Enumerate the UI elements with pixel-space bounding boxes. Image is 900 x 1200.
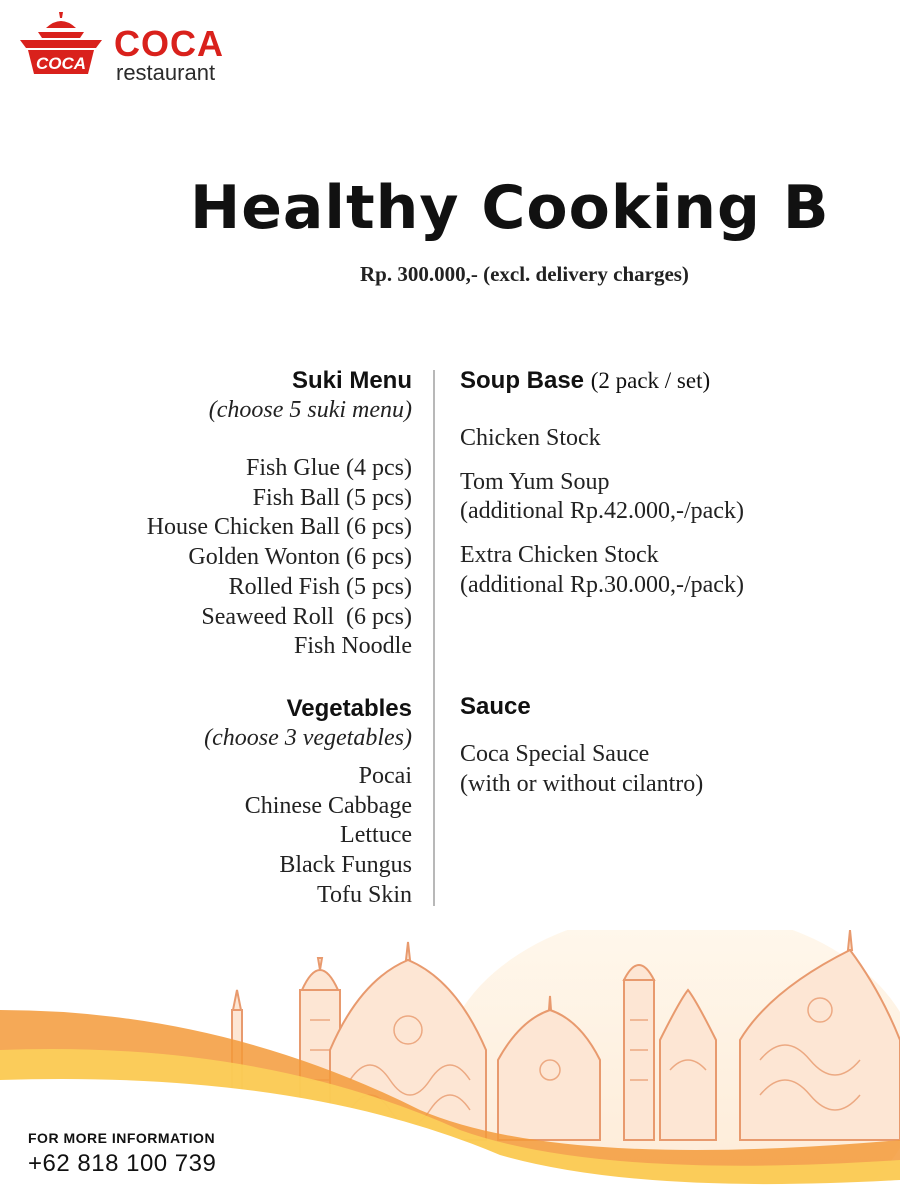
- brand-name: COCA: [114, 23, 224, 64]
- vegetables-note: (choose 3 vegetables): [204, 725, 412, 751]
- soup-heading-label: Soup Base: [460, 367, 585, 394]
- sauce-section: [460, 692, 890, 799]
- logo-lettering: COCA: [35, 54, 87, 73]
- sauce-heading: Sauce: [460, 693, 531, 720]
- list-item: Fish Noodle: [293, 633, 412, 660]
- soup-heading-note: (2 pack / set): [590, 368, 711, 393]
- list-item: House Chicken Ball (6 pcs): [146, 514, 412, 541]
- list-item: Seaweed Roll (6 pcs): [201, 603, 412, 630]
- suki-note: (choose 5 suki menu): [208, 397, 412, 423]
- list-item: Black Fungus: [279, 852, 412, 879]
- page-title: Healthy Cooking B: [190, 173, 830, 243]
- pagoda-logo-icon: [16, 10, 106, 82]
- soup-heading: [460, 366, 890, 396]
- list-item: [460, 468, 890, 527]
- sauce-item-name: Coca Special Sauce: [460, 741, 650, 767]
- soup-section: [460, 366, 890, 601]
- list-item: Chinese Cabbage: [244, 792, 412, 819]
- list-item: Tofu Skin: [317, 881, 412, 908]
- vegetables-section: [0, 694, 412, 911]
- brand-subtitle: restaurant: [116, 60, 216, 85]
- soup-item-note: (additional Rp.42.000,-/pack): [460, 498, 744, 525]
- contact-label: FOR MORE INFORMATION: [28, 1130, 216, 1146]
- soup-item-note: (additional Rp.30.000,-/pack): [460, 571, 744, 598]
- list-item: Pocai: [358, 763, 412, 789]
- list-item: Fish Glue (4 pcs): [246, 455, 412, 481]
- list-item: [460, 541, 890, 600]
- restaurant-logo: [16, 10, 236, 85]
- soup-item-name: Chicken Stock: [460, 425, 601, 451]
- suki-section: [0, 366, 412, 662]
- contact-phone[interactable]: +62 818 100 739: [28, 1150, 217, 1177]
- list-item: Golden Wonton (6 pcs): [188, 544, 412, 571]
- list-item: Rolled Fish (5 pcs): [228, 573, 412, 600]
- vegetables-list: [0, 762, 412, 911]
- suki-list: [0, 454, 412, 662]
- soup-item-name: Extra Chicken Stock: [460, 542, 659, 569]
- list-item: Lettuce: [340, 822, 412, 849]
- set-price: Rp. 300.000,- (excl. delivery charges): [360, 262, 689, 286]
- column-divider: [433, 370, 435, 906]
- list-item: [460, 424, 890, 454]
- soup-item-name: Tom Yum Soup: [460, 468, 610, 495]
- sauce-item-note: (with or without cilantro): [460, 770, 704, 797]
- list-item: [460, 740, 890, 799]
- list-item: Fish Ball (5 pcs): [252, 484, 412, 511]
- suki-heading: Suki Menu: [291, 367, 412, 394]
- vegetables-heading: Vegetables: [286, 695, 412, 722]
